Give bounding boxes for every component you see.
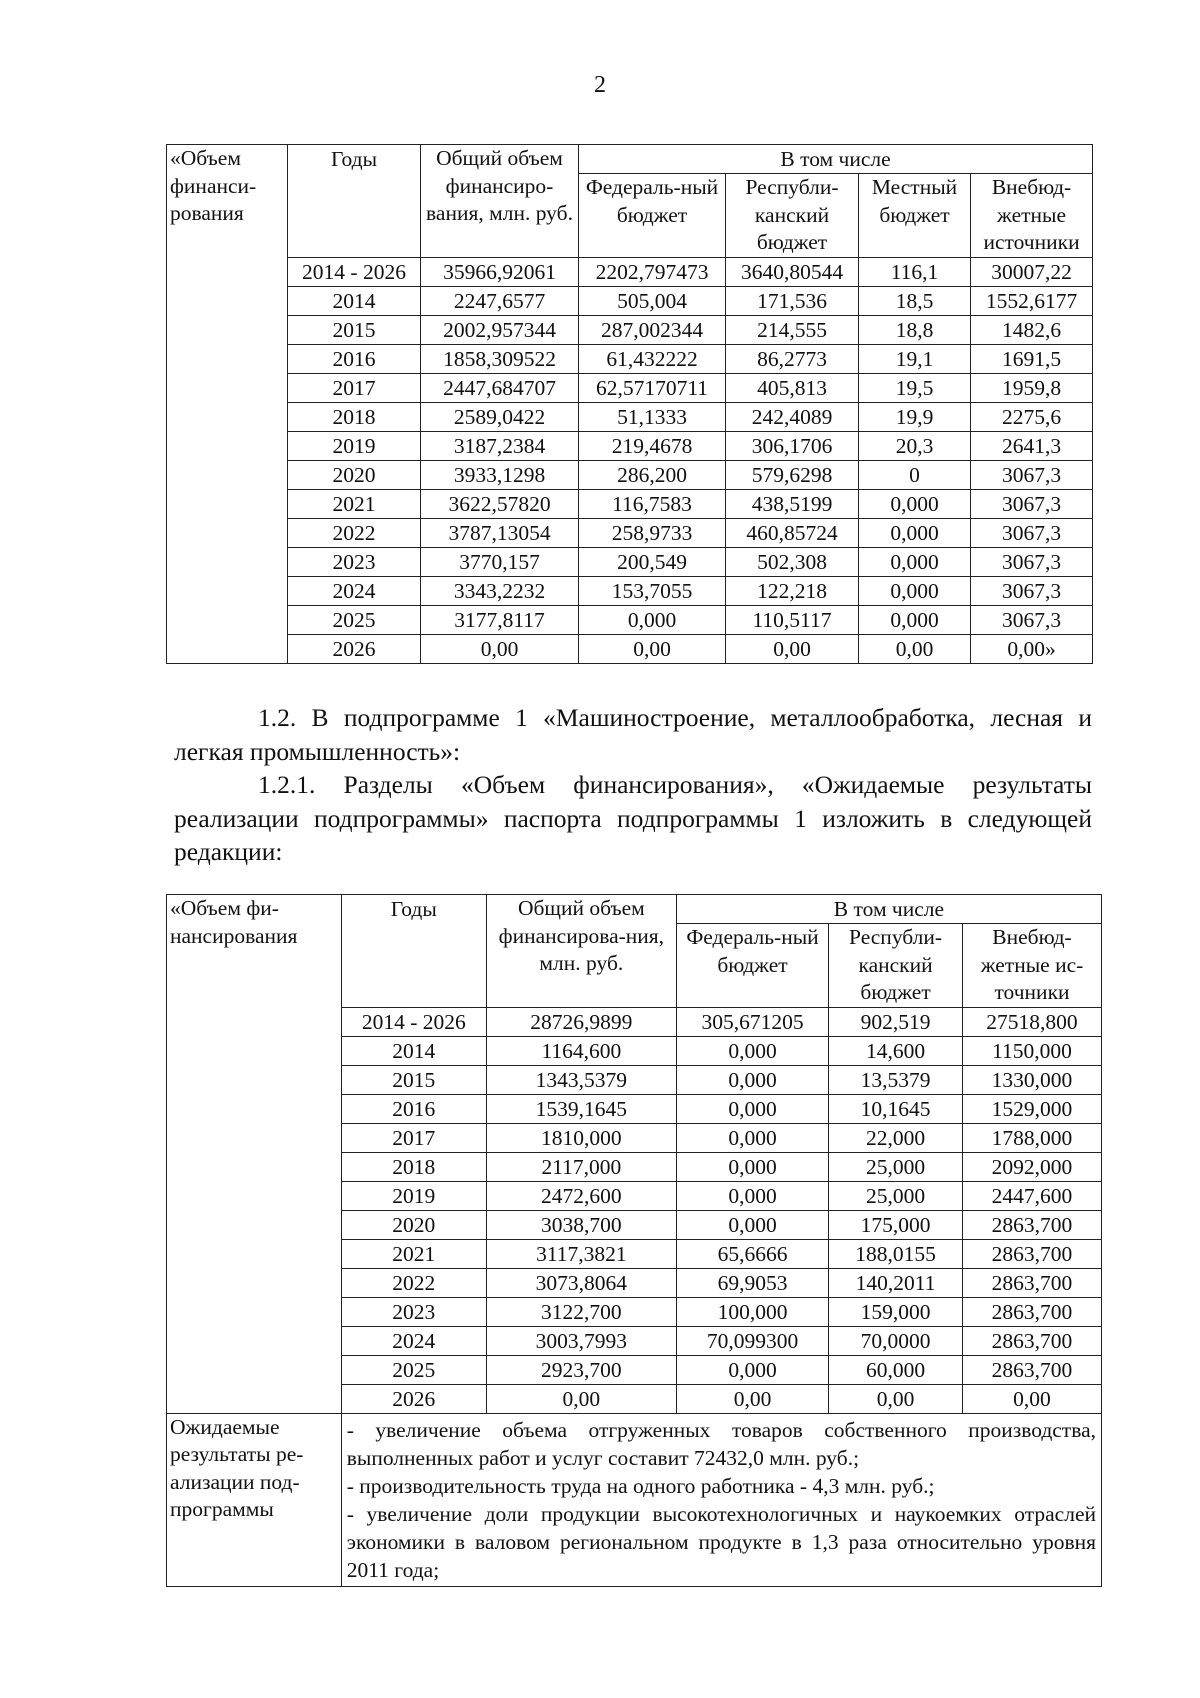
year-cell: 2019 — [288, 431, 421, 460]
value-cell: 0,000 — [859, 576, 971, 605]
value-cell: 0,000 — [676, 1065, 828, 1094]
value-cell: 22,000 — [829, 1123, 963, 1152]
year-cell: 2025 — [288, 605, 421, 634]
table-row — [167, 605, 1093, 634]
table-row — [167, 257, 1093, 286]
value-cell: 3187,2384 — [421, 431, 579, 460]
value-cell: 175,000 — [829, 1210, 963, 1239]
value-cell: 505,004 — [579, 286, 726, 315]
value-cell: 122,218 — [726, 576, 859, 605]
value-cell: 0,000 — [859, 489, 971, 518]
value-cell: 3038,700 — [486, 1210, 676, 1239]
year-cell: 2014 - 2026 — [288, 257, 421, 286]
year-cell: 2015 — [341, 1065, 486, 1094]
value-cell: 2863,700 — [962, 1355, 1101, 1384]
value-cell: 2092,000 — [962, 1152, 1101, 1181]
value-cell: 1529,000 — [962, 1094, 1101, 1123]
year-cell: 2026 — [288, 634, 421, 663]
header-federal-budget: Федераль-ный бюджет — [676, 924, 828, 1008]
table-row — [167, 460, 1093, 489]
value-cell: 3067,3 — [971, 576, 1093, 605]
value-cell: 0,00 — [676, 1384, 828, 1413]
value-cell: 153,7055 — [579, 576, 726, 605]
year-cell: 2018 — [288, 402, 421, 431]
table-row — [167, 286, 1093, 315]
year-cell: 2020 — [288, 460, 421, 489]
value-cell: 258,9733 — [579, 518, 726, 547]
value-cell: 0,000 — [676, 1036, 828, 1065]
expected-result-item: - производительность труда на одного работника - 4,3 млн. руб.; — [346, 1473, 935, 1498]
value-cell: 200,549 — [579, 547, 726, 576]
value-cell: 2202,797473 — [579, 257, 726, 286]
value-cell: 0,000 — [676, 1210, 828, 1239]
value-cell: 0,000 — [859, 547, 971, 576]
expected-results-row — [167, 1413, 1102, 1586]
value-cell: 13,5379 — [829, 1065, 963, 1094]
value-cell: 2472,600 — [486, 1181, 676, 1210]
value-cell: 2117,000 — [486, 1152, 676, 1181]
header-funding-volume: «Объем финанси-рования — [167, 145, 288, 258]
year-cell: 2021 — [341, 1239, 486, 1268]
value-cell: 579,6298 — [726, 460, 859, 489]
value-cell: 14,600 — [829, 1036, 963, 1065]
value-cell: 140,2011 — [829, 1268, 963, 1297]
value-cell: 69,9053 — [676, 1268, 828, 1297]
table-row — [167, 576, 1093, 605]
expected-result-item: - увеличение доли продукции высокотехнологичных и наукоемких отраслей экономики в валовом региональном продукте в 1,3 раза относительно уровня 2011 года; — [346, 1501, 1096, 1582]
value-cell: 286,200 — [579, 460, 726, 489]
value-cell: 0,000 — [859, 605, 971, 634]
value-cell: 2863,700 — [962, 1326, 1101, 1355]
value-cell: 0,000 — [676, 1181, 828, 1210]
value-cell: 0,00 — [421, 634, 579, 663]
value-cell: 2447,600 — [962, 1181, 1101, 1210]
value-cell: 3343,2232 — [421, 576, 579, 605]
header-years: Годы — [341, 895, 486, 1008]
year-cell: 2016 — [288, 344, 421, 373]
financing-table-program — [166, 144, 1093, 664]
value-cell: 1959,8 — [971, 373, 1093, 402]
value-cell: 60,000 — [829, 1355, 963, 1384]
year-cell: 2025 — [341, 1355, 486, 1384]
label-cell-empty — [167, 257, 288, 663]
value-cell: 1150,000 — [962, 1036, 1101, 1065]
header-federal-budget: Федераль-ный бюджет — [579, 174, 726, 258]
value-cell: 51,1333 — [579, 402, 726, 431]
page-number: 2 — [594, 72, 606, 98]
value-cell: 10,1645 — [829, 1094, 963, 1123]
value-cell: 0,00 — [486, 1384, 676, 1413]
value-cell: 171,536 — [726, 286, 859, 315]
value-cell: 35966,92061 — [421, 257, 579, 286]
value-cell: 438,5199 — [726, 489, 859, 518]
value-cell: 287,002344 — [579, 315, 726, 344]
value-cell: 61,432222 — [579, 344, 726, 373]
year-cell: 2018 — [341, 1152, 486, 1181]
value-cell: 70,0000 — [829, 1326, 963, 1355]
value-cell: 2863,700 — [962, 1297, 1101, 1326]
header-total-volume: Общий объем финансиро-вания, млн. руб. — [421, 145, 579, 258]
value-cell: 19,9 — [859, 402, 971, 431]
year-cell: 2024 — [341, 1326, 486, 1355]
value-cell: 2247,6577 — [421, 286, 579, 315]
financing-table-subprogram-1 — [166, 894, 1102, 1587]
year-cell: 2024 — [288, 576, 421, 605]
value-cell: 2275,6 — [971, 402, 1093, 431]
year-cell: 2017 — [341, 1123, 486, 1152]
value-cell: 110,5117 — [726, 605, 859, 634]
value-cell: 3067,3 — [971, 605, 1093, 634]
year-cell: 2014 — [288, 286, 421, 315]
value-cell: 188,0155 — [829, 1239, 963, 1268]
value-cell: 86,2773 — [726, 344, 859, 373]
value-cell: 902,519 — [829, 1007, 963, 1036]
value-cell: 116,1 — [859, 257, 971, 286]
value-cell: 18,8 — [859, 315, 971, 344]
expected-results-text — [341, 1413, 1101, 1586]
value-cell: 70,099300 — [676, 1326, 828, 1355]
value-cell: 2863,700 — [962, 1239, 1101, 1268]
expected-results-label: Ожидаемые результаты ре-ализации под-программы — [167, 1413, 342, 1586]
value-cell: 159,000 — [829, 1297, 963, 1326]
table-row — [167, 1007, 1102, 1036]
value-cell: 65,6666 — [676, 1239, 828, 1268]
table-row — [167, 547, 1093, 576]
value-cell: 2863,700 — [962, 1210, 1101, 1239]
value-cell: 2923,700 — [486, 1355, 676, 1384]
value-cell: 18,5 — [859, 286, 971, 315]
table-row — [167, 344, 1093, 373]
table-row — [167, 315, 1093, 344]
value-cell: 19,5 — [859, 373, 971, 402]
value-cell: 1343,5379 — [486, 1065, 676, 1094]
year-cell: 2015 — [288, 315, 421, 344]
year-cell: 2014 - 2026 — [341, 1007, 486, 1036]
year-cell: 2026 — [341, 1384, 486, 1413]
value-cell: 0,00 — [859, 634, 971, 663]
value-cell: 0,00 — [829, 1384, 963, 1413]
header-extrabudgetary: Внебюд-жетные ис-точники — [962, 924, 1101, 1008]
value-cell: 3122,700 — [486, 1297, 676, 1326]
value-cell: 0,000 — [859, 518, 971, 547]
value-cell: 1482,6 — [971, 315, 1093, 344]
header-extrabudgetary: Внебюд-жетные источники — [971, 174, 1093, 258]
header-including: В том числе — [579, 145, 1093, 174]
paragraph-1-2-1 — [174, 768, 1092, 869]
value-cell: 3933,1298 — [421, 460, 579, 489]
value-cell: 0,00» — [971, 634, 1093, 663]
value-cell: 0,00 — [726, 634, 859, 663]
year-cell: 2021 — [288, 489, 421, 518]
value-cell: 0,000 — [676, 1152, 828, 1181]
header-years: Годы — [288, 145, 421, 258]
value-cell: 3177,8117 — [421, 605, 579, 634]
value-cell: 2589,0422 — [421, 402, 579, 431]
header-local-budget: Местный бюджет — [859, 174, 971, 258]
value-cell: 3067,3 — [971, 489, 1093, 518]
value-cell: 3067,3 — [971, 460, 1093, 489]
year-cell: 2014 — [341, 1036, 486, 1065]
value-cell: 0,00 — [962, 1384, 1101, 1413]
value-cell: 3003,7993 — [486, 1326, 676, 1355]
value-cell: 25,000 — [829, 1181, 963, 1210]
value-cell: 1539,1645 — [486, 1094, 676, 1123]
value-cell: 3073,8064 — [486, 1268, 676, 1297]
paragraph-1-2 — [174, 701, 1092, 768]
header-republic-budget: Республи-канский бюджет — [726, 174, 859, 258]
table-row — [167, 431, 1093, 460]
value-cell: 306,1706 — [726, 431, 859, 460]
year-cell: 2016 — [341, 1094, 486, 1123]
header-funding-volume: «Объем фи-нансирования — [167, 895, 342, 1008]
value-cell: 19,1 — [859, 344, 971, 373]
table-row — [167, 634, 1093, 663]
value-cell: 460,85724 — [726, 518, 859, 547]
value-cell: 1788,000 — [962, 1123, 1101, 1152]
table-row — [167, 402, 1093, 431]
value-cell: 502,308 — [726, 547, 859, 576]
value-cell: 3640,80544 — [726, 257, 859, 286]
value-cell: 25,000 — [829, 1152, 963, 1181]
header-republic-budget: Республи-канский бюджет — [829, 924, 963, 1008]
year-cell: 2020 — [341, 1210, 486, 1239]
value-cell: 219,4678 — [579, 431, 726, 460]
value-cell: 2863,700 — [962, 1268, 1101, 1297]
value-cell: 3067,3 — [971, 547, 1093, 576]
value-cell: 100,000 — [676, 1297, 828, 1326]
value-cell: 1691,5 — [971, 344, 1093, 373]
value-cell: 28726,9899 — [486, 1007, 676, 1036]
label-cell-empty — [167, 1007, 342, 1413]
year-cell: 2022 — [288, 518, 421, 547]
header-including: В том числе — [676, 895, 1101, 924]
value-cell: 3117,3821 — [486, 1239, 676, 1268]
year-cell: 2019 — [341, 1181, 486, 1210]
year-cell: 2023 — [341, 1297, 486, 1326]
value-cell: 2447,684707 — [421, 373, 579, 402]
value-cell: 3622,57820 — [421, 489, 579, 518]
table-row — [167, 518, 1093, 547]
table-row — [167, 373, 1093, 402]
expected-result-item: - увеличение объема отгруженных товаров собственного производства, выполненных работ и услуг составит 72432,0 млн. руб.; — [346, 1417, 1096, 1470]
value-cell: 3067,3 — [971, 518, 1093, 547]
paragraph-1-2-1-text: 1.2.1. Разделы «Объем финансирования», «Ожидаемые результаты реализации подпрограммы» паспорта подпрограммы 1 изложить в следующей редакции: — [174, 770, 1092, 866]
value-cell: 305,671205 — [676, 1007, 828, 1036]
value-cell: 0,00 — [579, 634, 726, 663]
value-cell: 1552,6177 — [971, 286, 1093, 315]
value-cell: 3787,13054 — [421, 518, 579, 547]
year-cell: 2023 — [288, 547, 421, 576]
value-cell: 20,3 — [859, 431, 971, 460]
value-cell: 1330,000 — [962, 1065, 1101, 1094]
value-cell: 1810,000 — [486, 1123, 676, 1152]
value-cell: 0,000 — [676, 1123, 828, 1152]
value-cell: 405,813 — [726, 373, 859, 402]
year-cell: 2022 — [341, 1268, 486, 1297]
value-cell: 2002,957344 — [421, 315, 579, 344]
value-cell: 0,000 — [676, 1355, 828, 1384]
value-cell: 0 — [859, 460, 971, 489]
value-cell: 0,000 — [676, 1094, 828, 1123]
header-total-volume: Общий объем финансирова-ния, млн. руб. — [486, 895, 676, 1008]
year-cell: 2017 — [288, 373, 421, 402]
value-cell: 30007,22 — [971, 257, 1093, 286]
value-cell: 1164,600 — [486, 1036, 676, 1065]
value-cell: 2641,3 — [971, 431, 1093, 460]
table-row — [167, 489, 1093, 518]
value-cell: 242,4089 — [726, 402, 859, 431]
value-cell: 214,555 — [726, 315, 859, 344]
value-cell: 62,57170711 — [579, 373, 726, 402]
value-cell: 27518,800 — [962, 1007, 1101, 1036]
value-cell: 3770,157 — [421, 547, 579, 576]
value-cell: 0,000 — [579, 605, 726, 634]
value-cell: 1858,309522 — [421, 344, 579, 373]
value-cell: 116,7583 — [579, 489, 726, 518]
paragraph-1-2-text: 1.2. В подпрограмме 1 «Машиностроение, металлообработка, лесная и легкая промышленность»: — [174, 703, 1092, 766]
